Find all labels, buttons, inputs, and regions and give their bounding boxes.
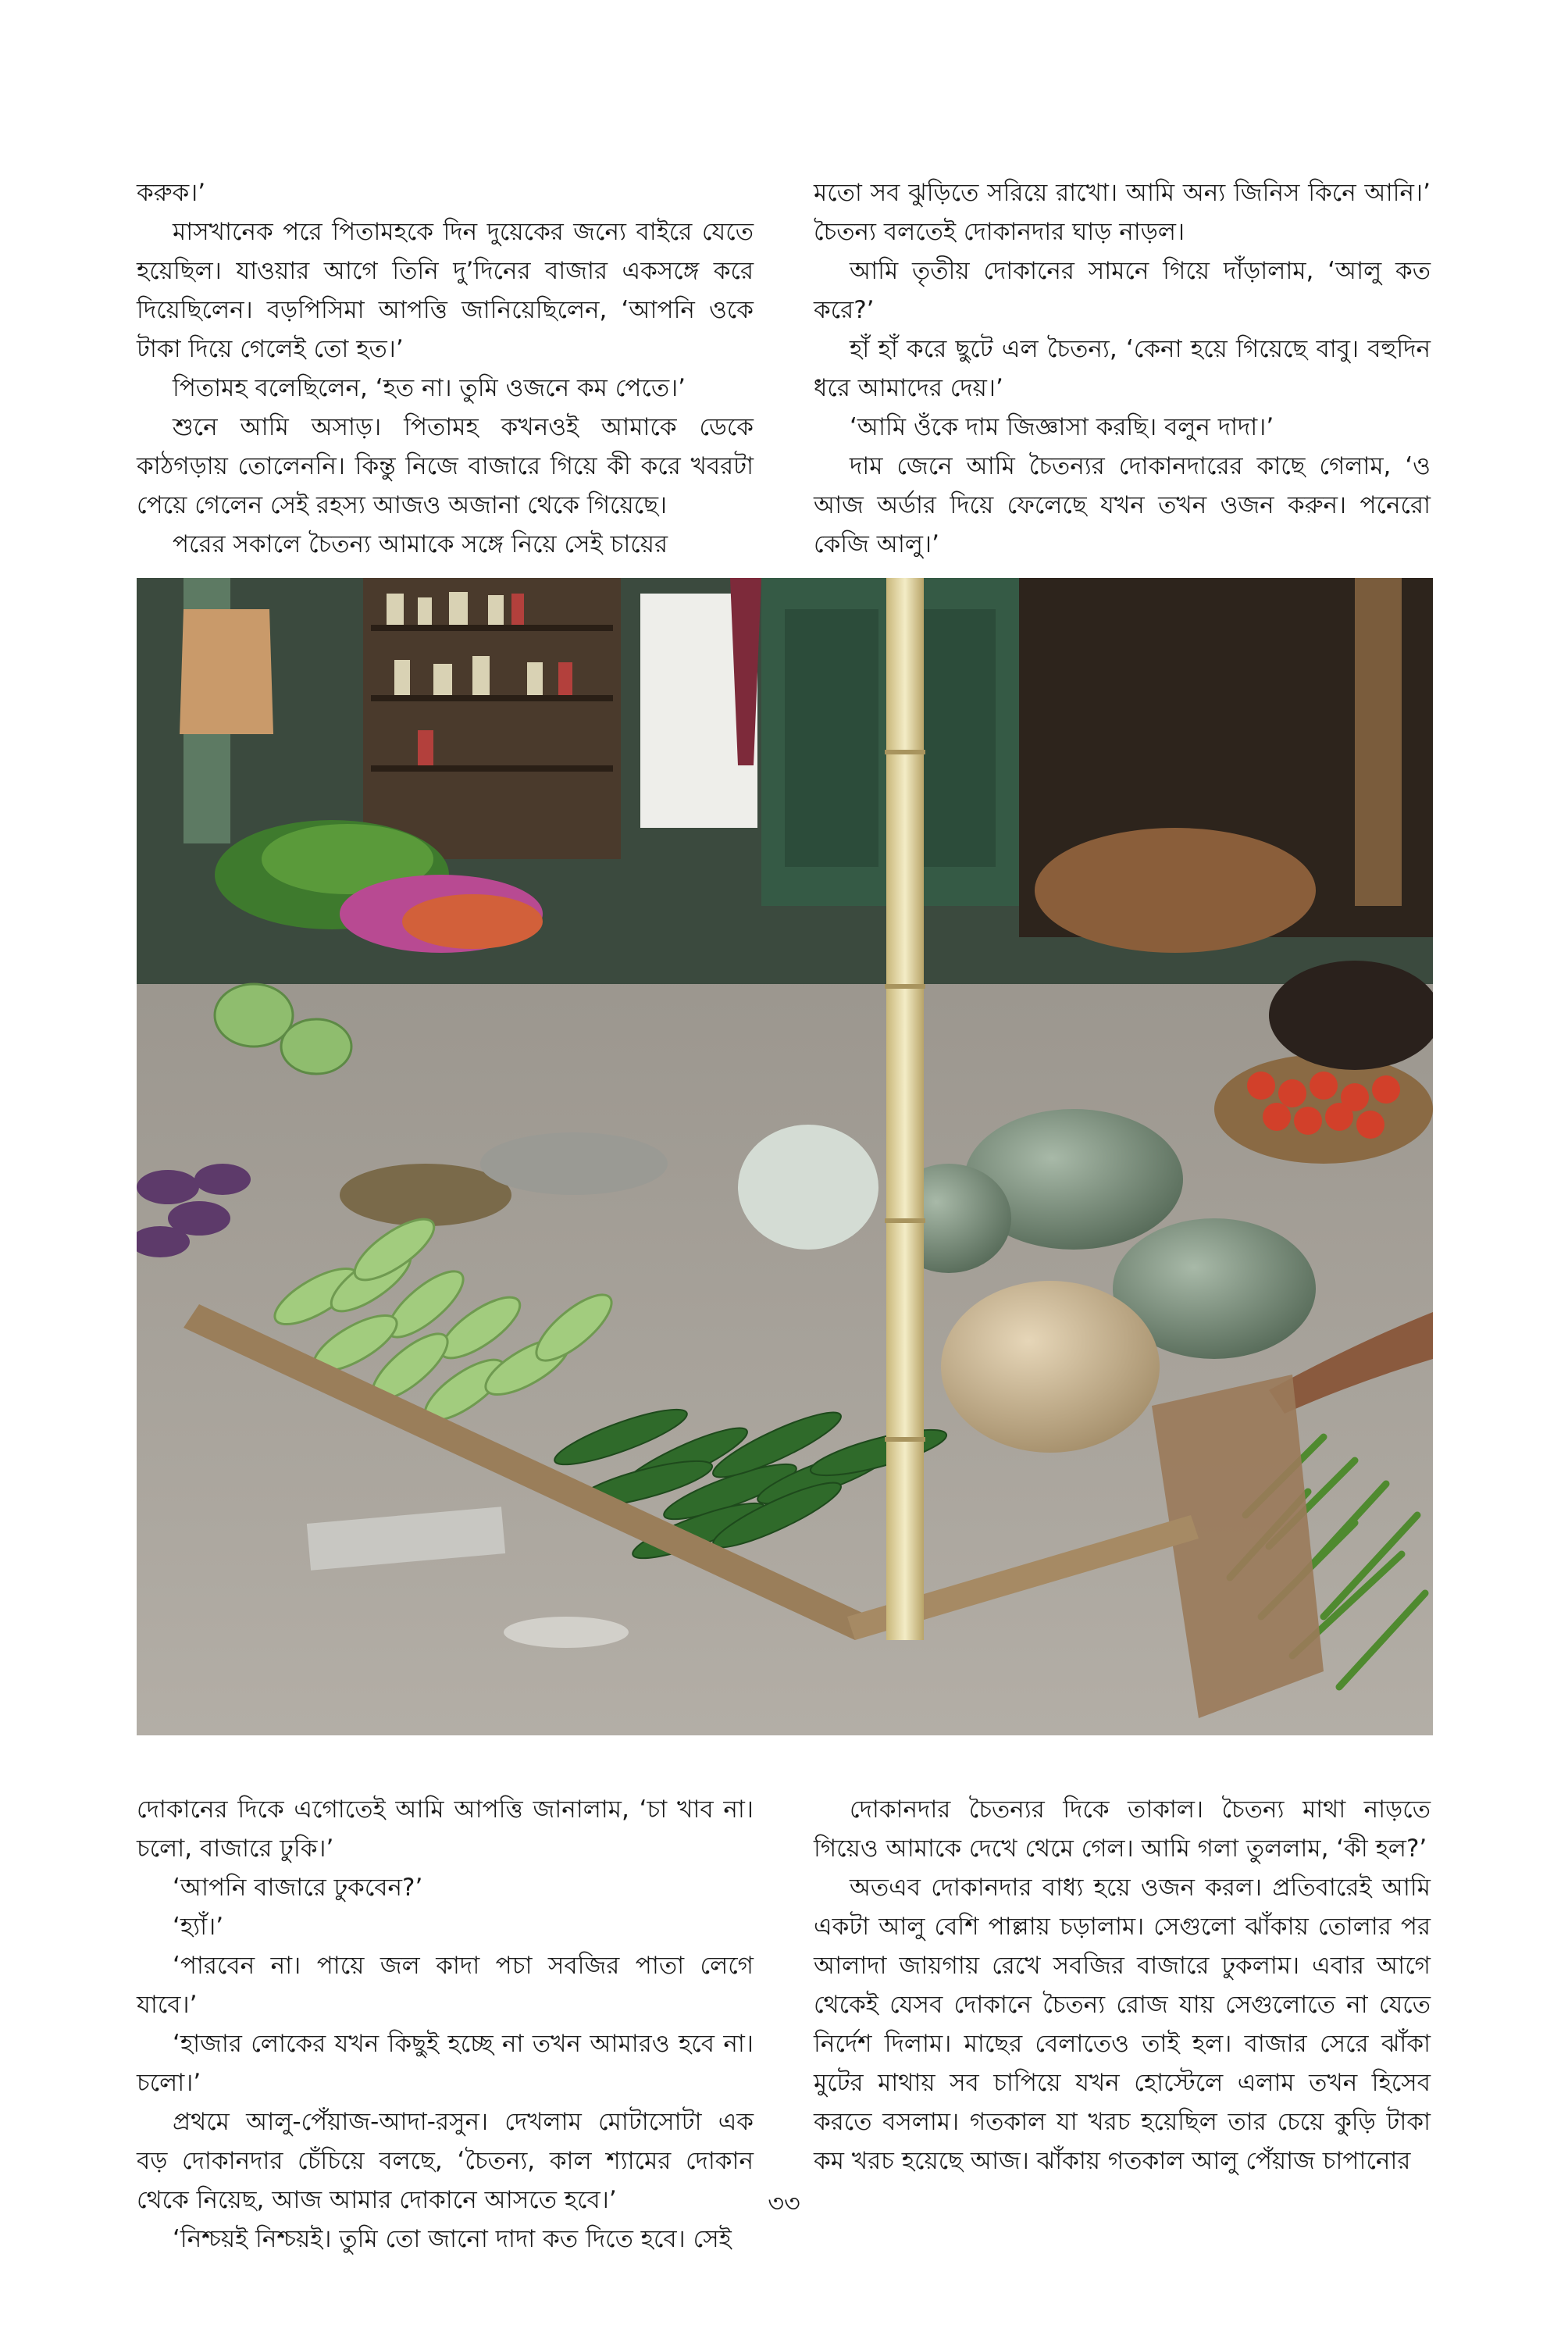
text-column-top-left [137, 173, 754, 564]
page-number: ৩৩ [768, 2188, 800, 2218]
paragraph: দাম জেনে আমি চৈতন্যর দোকানদারের কাছে গেলাম, ‘ও আজ অর্ডার দিয়ে ফেলেছে যখন তখন ওজন করুন। পনেরো কেজি আলু।’ [814, 452, 1431, 558]
paragraph: দোকানের দিকে এগোতেই আমি আপত্তি জানালাম, ‘চা খাব না। চলো, বাজারে ঢুকি।’ [137, 1795, 754, 1863]
paragraph: পিতামহ বলেছিলেন, ‘হত না। তুমি ওজনে কম পেতে।’ [173, 374, 686, 402]
text-column-bottom-right [814, 1790, 1431, 2181]
paragraph: করুক।’ [137, 179, 206, 207]
paragraph: অতএব দোকানদার বাধ্য হয়ে ওজন করল। প্রতিবারেই আমি একটা আলু বেশি পাল্লায় চড়ালাম। সেগুলো ঝাঁকায় তোলার পর আলাদা জায়গায় রেখে সবজির বাজারে ঢুকলাম। এবার আগে থেকেই যেসব দোকানে চৈতন্য রোজ যায় সেগুলোতে না যেতে নির্দেশ দিলাম। মাছের বেলাতেও তাই হল। বাজার সেরে ঝাঁকা মুটের মাথায় সব চাপিয়ে যখন হোস্টেলে এলাম তখন হিসেব করতে বসলাম। গতকাল যা খরচ হয়েছিল তার চেয়ে কুড়ি টাকা কম খরচ হয়েছে আজ। ঝাঁকায় গতকাল আলু পেঁয়াজ চাপানোর [814, 1874, 1431, 2175]
vegetable-market-photo [137, 578, 1433, 1735]
text-column-top-right [814, 173, 1431, 564]
paragraph: মাসখানেক পরে পিতামহকে দিন দুয়েকের জন্যে বাইরে যেতে হয়েছিল। যাওয়ার আগে তিনি দু’দিনের বাজার একসঙ্গে করে দিয়েছিলেন। বড়পিসিমা আপত্তি জানিয়েছিলেন, ‘আপনি ওকে টাকা দিয়ে গেলেই তো হত।’ [137, 218, 754, 363]
paragraph: মতো সব ঝুড়িতে সরিয়ে রাখো। আমি অন্য জিনিস কিনে আনি।’ চৈতন্য বলতেই দোকানদার ঘাড় নাড়ল। [814, 179, 1431, 246]
paragraph: ‘আপনি বাজারে ঢুকবেন?’ [173, 1874, 423, 1902]
paragraph: ‘নিশ্চয়ই নিশ্চয়ই। তুমি তো জানো দাদা কত দিতে হবে। সেই [173, 2225, 732, 2253]
paragraph: ‘হ্যাঁ।’ [173, 1913, 224, 1941]
paragraph: হাঁ হাঁ করে ছুটে এল চৈতন্য, ‘কেনা হয়ে গিয়েছে বাবু। বহুদিন ধরে আমাদের দেয়।’ [814, 335, 1431, 402]
paragraph: দোকানদার চৈতন্যর দিকে তাকাল। চৈতন্য মাথা নাড়তে গিয়েও আমাকে দেখে থেমে গেল। আমি গলা তুললাম, ‘কী হল?’ [814, 1795, 1431, 1863]
paragraph: ‘হাজার লোকের যখন কিছুই হচ্ছে না তখন আমারও হবে না। চলো।’ [137, 2030, 754, 2097]
paragraph: প্রথমে আলু-পেঁয়াজ-আদা-রসুন। দেখলাম মোটাসোটা এক বড় দোকানদার চেঁচিয়ে বলছে, ‘চৈতন্য, কাল শ্যামের দোকান থেকে নিয়েছ, আজ আমার দোকানে আসতে হবে।’ [137, 2108, 754, 2214]
paragraph: ‘পারবেন না। পায়ে জল কাদা পচা সবজির পাতা লেগে যাবে।’ [137, 1952, 754, 2019]
paragraph: পরের সকালে চৈতন্য আমাকে সঙ্গে নিয়ে সেই চায়ের [173, 530, 668, 558]
paragraph: আমি তৃতীয় দোকানের সামনে গিয়ে দাঁড়ালাম, ‘আলু কত করে?’ [814, 257, 1431, 324]
paragraph: ‘আমি ওঁকে দাম জিজ্ঞাসা করছি। বলুন দাদা।’ [850, 413, 1274, 441]
paragraph: শুনে আমি অসাড়। পিতামহ কখনওই আমাকে ডেকে কাঠগড়ায় তোলেননি। কিন্তু নিজে বাজারে গিয়ে কী করে খবরটা পেয়ে গেলেন সেই রহস্য আজও অজানা থেকে গিয়েছে। [137, 413, 754, 519]
